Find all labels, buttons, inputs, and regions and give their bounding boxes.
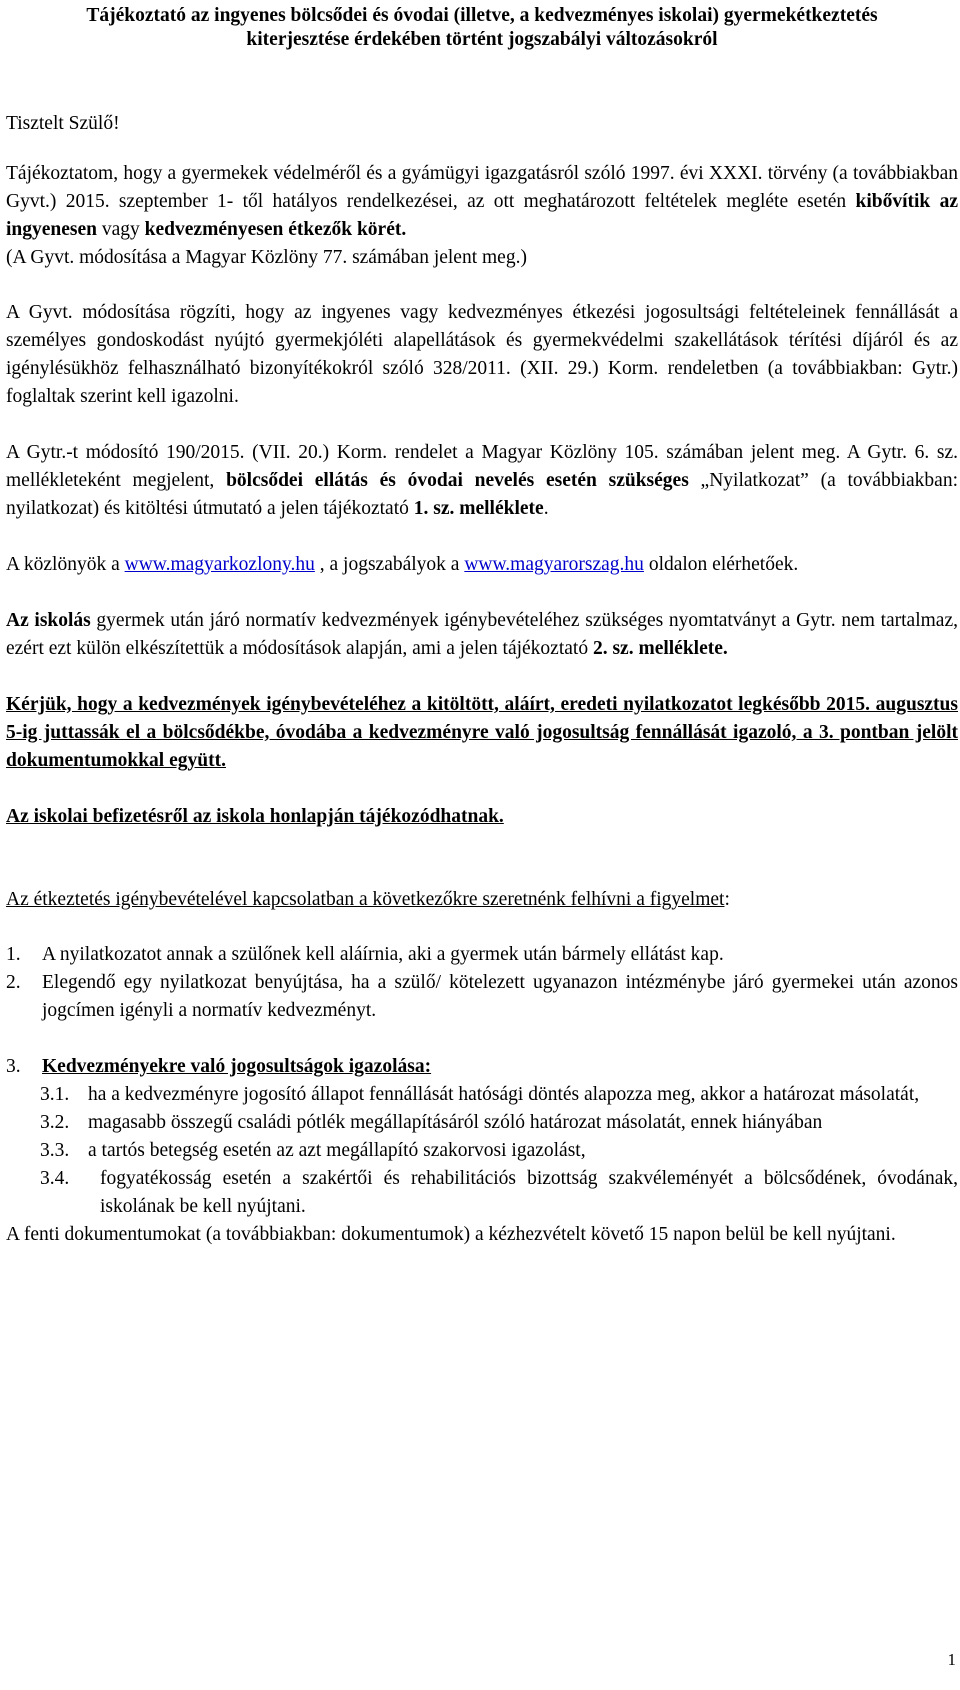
paragraph-links-text-2: , a jogszabályok a <box>314 554 465 575</box>
paragraph-links-text: A közlönyök a <box>6 554 125 575</box>
list-item-number: 1. <box>6 944 21 965</box>
sub-list-item <box>6 1109 958 1137</box>
sub-list-item-number: 3.3. <box>40 1140 70 1161</box>
title-line-2: kiterjesztése érdekében történt jogszabályi változásokról <box>246 29 718 50</box>
sub-list-item-text: fogyatékosság esetén a szakértői és rehabilitációs bizottság szakvéleményét a bölcsődének, óvodának, iskolának be kell nyújtani. <box>100 1168 958 1217</box>
paragraph-gytr-text-3: . <box>543 498 549 519</box>
closing-paragraph: A fenti dokumentumokat (a továbbiakban: dokumentumok) a kézhezvételt követő 15 napon belül be kell nyújtani. <box>6 1224 896 1245</box>
list-item <box>6 969 958 1025</box>
paragraph-gytr-bold-2: 1. sz. melléklete <box>413 498 544 519</box>
list-item-number: 3. <box>6 1056 21 1077</box>
paragraph-school-bold-1: Az iskolás <box>6 610 91 631</box>
attention-intro-text: Az étkeztetés igénybevételével kapcsolatban a következőkre szeretnénk felhívni a figyelmet <box>6 889 725 910</box>
greeting: Tisztelt Szülő! <box>6 113 120 134</box>
list-item-number: 2. <box>6 972 21 993</box>
magyarkozlony-link[interactable]: www.magyarkozlony.hu <box>124 554 315 575</box>
document-page <box>6 0 958 1249</box>
paragraph-intro-text-2: vagy <box>97 219 145 240</box>
sub-list-item-number: 3.4. <box>40 1168 70 1189</box>
paragraph-school <box>6 607 958 663</box>
sub-list-item-text: ha a kedvezményre jogosító állapot fennállását hatósági döntés alapozza meg, akkor a határozat másolatát, <box>88 1084 920 1105</box>
paragraph-intro-bold-2: kedvezményesen étkezők körét. <box>144 219 407 240</box>
sub-list-item <box>6 1137 958 1165</box>
page-number: 1 <box>947 1650 956 1669</box>
paragraph-intro-bold-1: kibővítik az ingyenesen <box>6 191 958 240</box>
paragraph-school-text: gyermek után járó normatív kedvezmények igénybevételéhez szükséges nyomtatványt a Gytr. nem tartalmaz, ezért ezt külön elkészítettük a módosítások alapján, ami a jelen tájékoztató <box>6 610 958 659</box>
paragraph-intro <box>6 160 958 244</box>
list-item-heading: Kedvezményekre való jogosultságok igazolása: <box>42 1056 432 1077</box>
list-item <box>6 1053 958 1081</box>
sub-list-item <box>6 1165 958 1221</box>
list-item-text: Elegendő egy nyilatkozat benyújtása, ha a szülő/ kötelezett ugyanazon intézménybe járó gyermekei után azonos jogcímen igényli a normatív kedvezményt. <box>42 972 958 1021</box>
paragraph-links-text-3: oldalon elérhetőek. <box>643 554 799 575</box>
sub-list-item-text: a tartós betegség esetén az azt megállapító szakorvosi igazolást, <box>88 1140 586 1161</box>
sub-list-item-number: 3.2. <box>40 1112 70 1133</box>
numbered-list <box>6 941 958 1221</box>
school-payment-notice: Az iskolai befizetésről az iskola honlapján tájékozódhatnak. <box>6 806 504 827</box>
attention-intro-colon: : <box>724 889 730 910</box>
sub-list-item <box>6 1081 958 1109</box>
paragraph-gytr-text: A Gytr.-t módosító 190/2015. (VII. 20.) Korm. rendelet a Magyar Közlöny 105. számában jelent meg. A Gytr. 6. sz. mellékleteként megjelent, <box>6 442 958 491</box>
paragraph-gytr-text-2: „Nyilatkozat” (a továbbiakban: nyilatkozat) és kitöltési útmutató a jelen tájékoztató <box>6 470 958 519</box>
magyarorszag-link[interactable]: www.magyarorszag.hu <box>464 554 644 575</box>
sub-list-item-text: magasabb összegű családi pótlék megállapításáról szóló határozat másolatát, ennek hiányában <box>88 1112 823 1133</box>
sub-list-item-number: 3.1. <box>40 1084 70 1105</box>
document-title <box>6 4 958 52</box>
paragraph-school-bold-2: 2. sz. melléklete. <box>592 638 728 659</box>
paragraph-gytr-amendment <box>6 439 958 523</box>
list-item <box>6 941 958 969</box>
attention-intro <box>6 886 958 914</box>
paragraph-links <box>6 551 958 579</box>
paragraph-intro-gazette-note: (A Gyvt. módosítása a Magyar Közlöny 77. számában jelent meg.) <box>6 247 527 268</box>
paragraph-gytr-bold-1: bölcsődei ellátás és óvodai nevelés esetén szükséges <box>226 470 689 491</box>
paragraph-gyvt-amendment: A Gyvt. módosítása rögzíti, hogy az ingyenes vagy kedvezményes étkezési jogosultsági feltételeinek fennállását a személyes gondoskodást nyújtó gyermekjóléti alapellátások és gyermekvédelmi szakellátások térítési díjáról és az igénylésükhöz felhasználható bizonyítékokról szóló 328/2011. (XII. 29.) Korm. rendeletben (a továbbiakban: Gytr.) foglaltak szerint kell igazolni. <box>6 302 958 407</box>
deadline-notice: Kérjük, hogy a kedvezmények igénybevételéhez a kitöltött, aláírt, eredeti nyilatkozatot legkésőbb 2015. augusztus 5-ig juttassák el a bölcsődékbe, óvodába a kedvezményre való jogosultság fennállását igazoló, a 3. pontban jelölt dokumentumokkal együtt. <box>6 694 958 771</box>
paragraph-intro-text: Tájékoztatom, hogy a gyermekek védelméről és a gyámügyi igazgatásról szóló 1997. évi XXXI. törvény (a továbbiakban Gyvt.) 2015. szeptember 1- től hatályos rendelkezései, az ott meghatározott feltételek megléte esetén <box>6 163 958 212</box>
list-item-text: A nyilatkozatot annak a szülőnek kell aláírnia, aki a gyermek után bármely ellátást kap. <box>42 944 724 965</box>
title-line-1: Tájékoztató az ingyenes bölcsődei és óvodai (illetve, a kedvezményes iskolai) gyermekétkeztetés <box>86 5 878 26</box>
